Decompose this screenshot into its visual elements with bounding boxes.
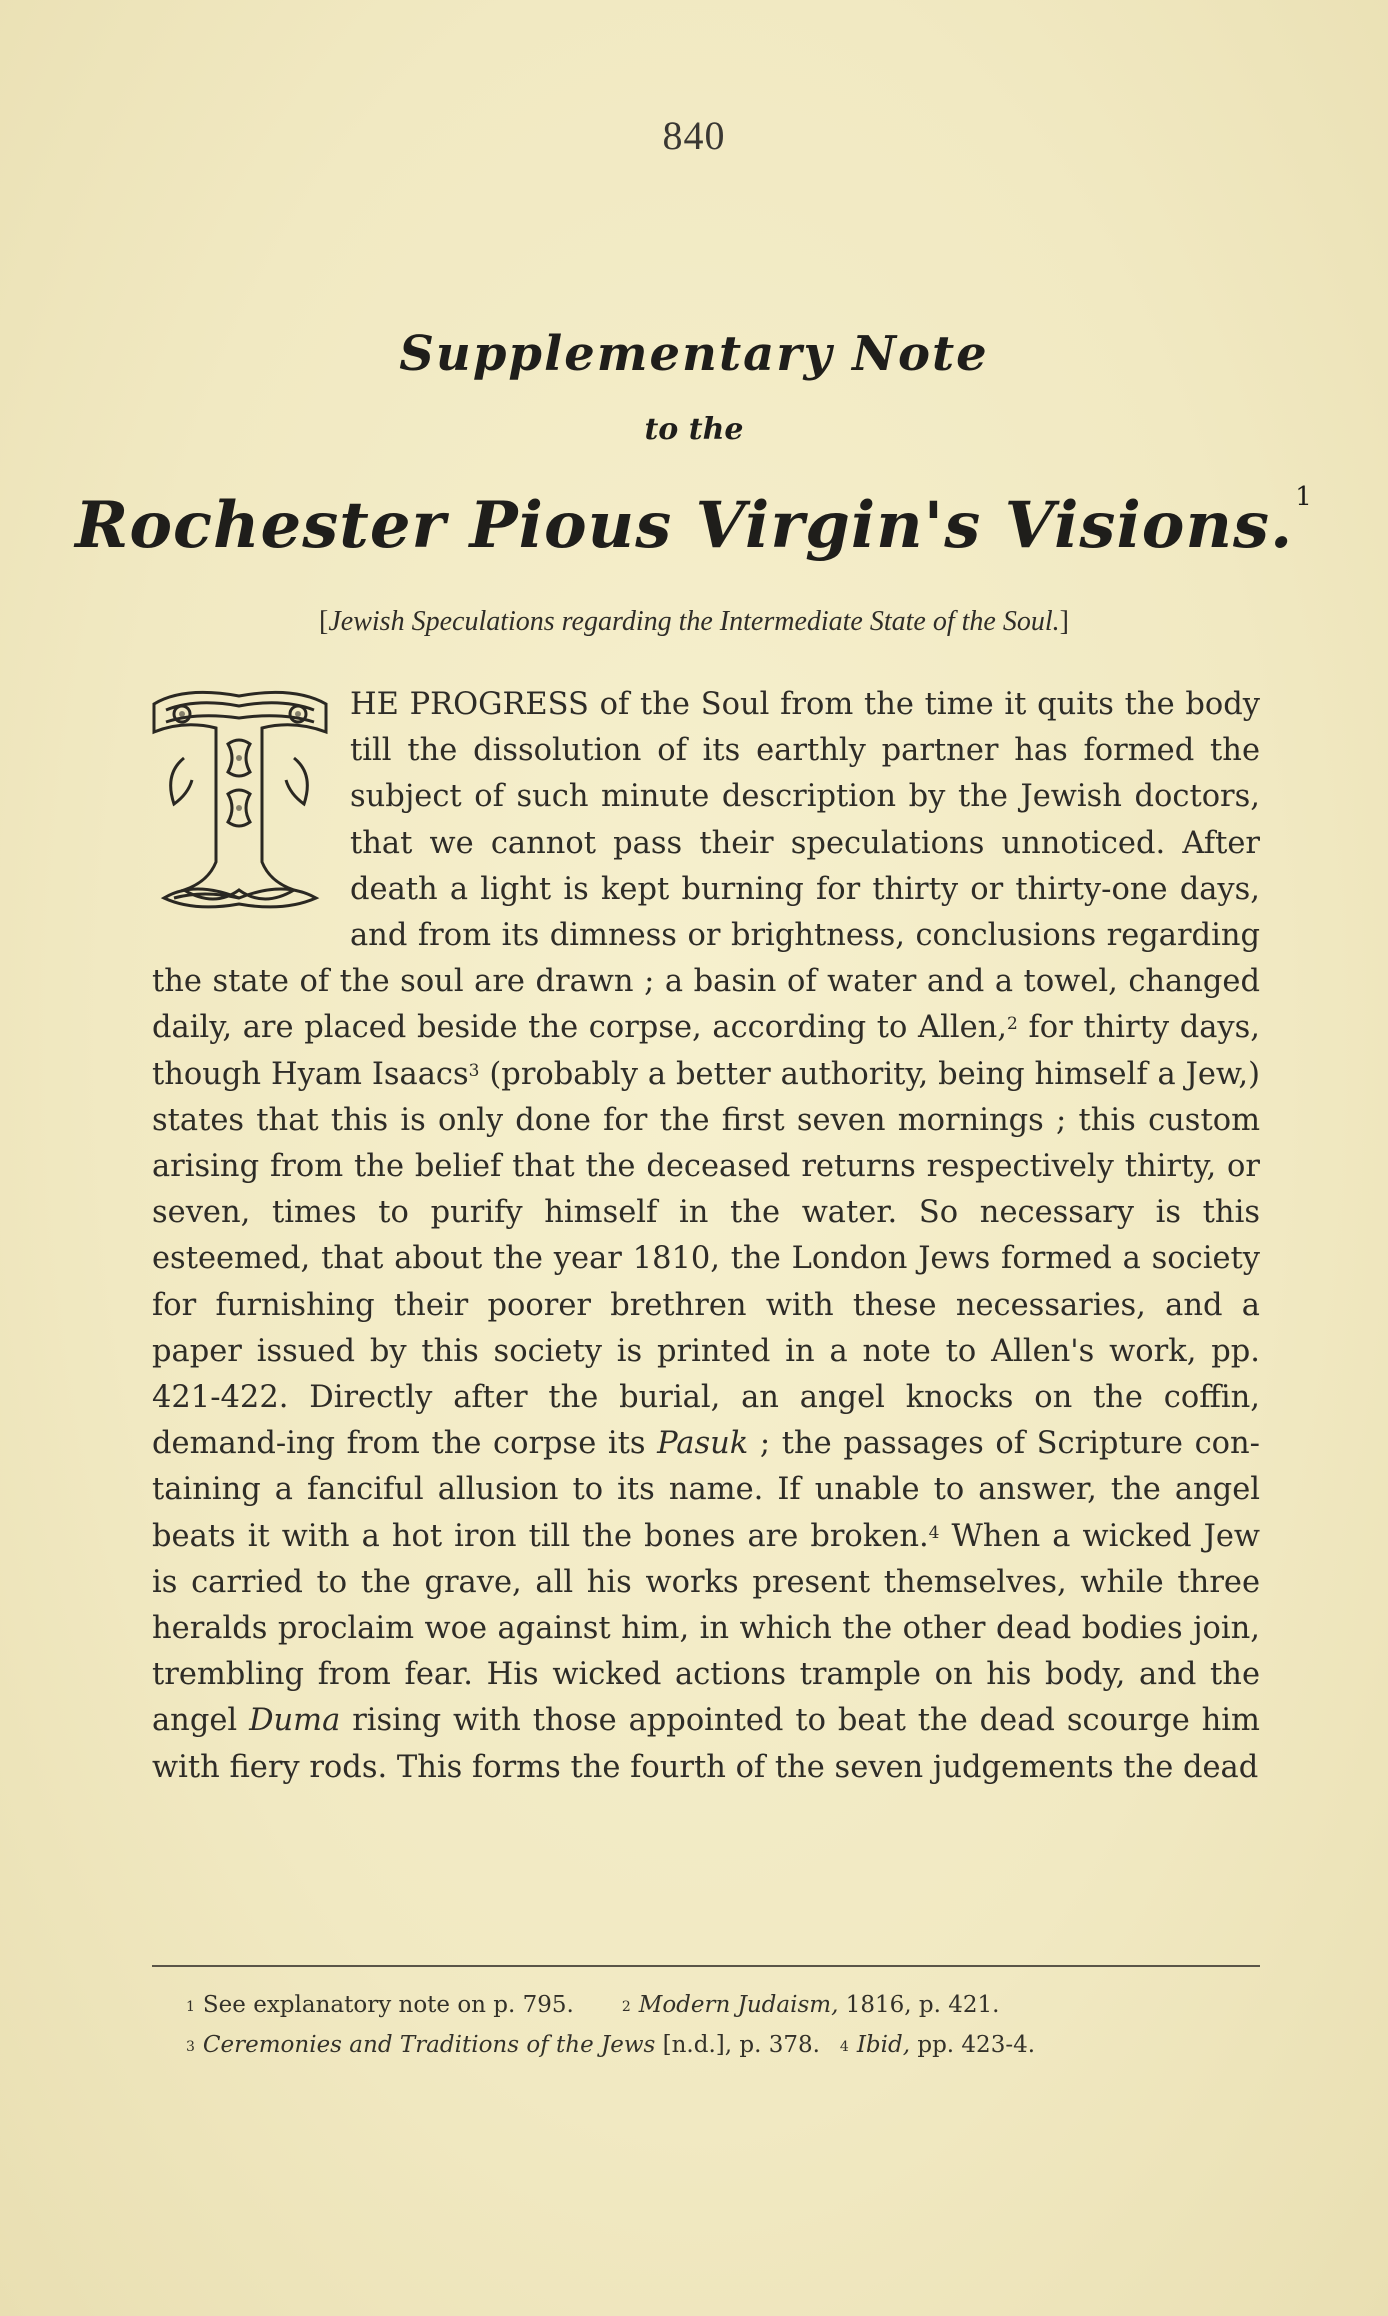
footnote-3 — [186, 2025, 820, 2065]
body-part-1: HE PROGRESS of the Soul from the time it quits the body till the dissolution of its earthly partner has formed the subject of such minute description by the Jewish doctors, that we cannot pass their speculations unnoticed. After death a light is kept burning for thirty or thirty-one days, and from its dimness or brightness, conclusions regarding the state of the soul are drawn ; a basin of water and a towel, changed daily, are placed beside the corpse, according to Allen, — [152, 687, 1260, 1046]
footnote-rule — [152, 1965, 1260, 1967]
body-text — [152, 682, 1260, 1791]
subtitle-close-bracket: ] — [1059, 606, 1069, 637]
dropcap-ornament — [144, 684, 334, 916]
footnote-4-title: Ibid, — [856, 2032, 911, 2058]
dropcap-letter-t-icon — [144, 684, 334, 916]
footnote-3-text: [n.d.], p. 378. — [655, 2032, 820, 2058]
footnote-1-text: See explanatory note on p. 795. — [202, 1992, 574, 2018]
subtitle — [0, 606, 1388, 638]
footnote-ref-2: 2 — [1006, 1014, 1018, 1035]
body-part-5: When a wicked Jew is carried to the grave, all his works present themselves, while three heralds proclaim woe against him, in which the other dead bodies join, trembling from fear. His wicked actions trample on his body, and the angel — [152, 1518, 1260, 1739]
footnote-1 — [186, 1985, 574, 2025]
page-number: 840 — [662, 113, 726, 158]
footnote-3-num: 3 — [186, 2039, 195, 2055]
footnote-4 — [840, 2025, 1035, 2065]
title-main-text: Rochester Pious Virgin's Visions. — [75, 488, 1294, 563]
footnote-row-2 — [186, 2025, 1266, 2065]
footnotes — [186, 1985, 1266, 2065]
term-duma: Duma — [249, 1703, 341, 1739]
footnote-2-num: 2 — [621, 1999, 631, 2015]
footnote-2-text: 1816, p. 421. — [838, 1992, 1000, 2018]
body-part-2: for thirty days, though Hyam Isaacs — [152, 1010, 1260, 1092]
subtitle-text: Jewish Speculations regarding the Intermediate State of the Soul. — [328, 606, 1060, 637]
footnote-ref-4: 4 — [928, 1522, 940, 1543]
title-supplementary-note: Supplementary Note — [399, 326, 989, 382]
subtitle-open-bracket: [ — [319, 606, 329, 637]
footnote-row-1 — [186, 1985, 1266, 2025]
title-footnote-ref: 1 — [1295, 482, 1313, 512]
body-part-6: rising with those appointed to beat the dead scourge him with fiery rods. This forms the fourth of the seven judgements the dead — [152, 1703, 1260, 1785]
body-part-3: (probably a better authority, being himself a Jew,) states that this is only done for the first seven mornings ; this custom arising from the belief that the deceased returns respectively thirty, or seven, times to purify himself in the water. So necessary is this esteemed, that about the year 1810, the London Jews formed a society for furnishing their poorer brethren with these necessaries, and a paper issued by this society is printed in a note to Allen's work, pp. 421-422. Directly after the burial, an angel knocks on the coffin, demand-ing from the corpse its — [152, 1056, 1260, 1462]
title-to-the: to the — [644, 412, 744, 447]
footnote-2 — [622, 1985, 1000, 2025]
title-main — [0, 482, 1388, 563]
footnote-3-title: Ceremonies and Traditions of the Jews — [202, 2032, 656, 2058]
footnote-4-num: 4 — [839, 2039, 849, 2055]
footnote-ref-3: 3 — [468, 1060, 480, 1081]
footnote-4-text: pp. 423-4. — [910, 2032, 1036, 2058]
footnote-1-num: 1 — [186, 1999, 195, 2015]
body-part-4: ; the passages of Scripture con-taining a fanciful allusion to its name. If unable to answer, the angel beats it with a hot iron till the bones are broken. — [152, 1426, 1260, 1554]
term-pasuk: Pasuk — [657, 1426, 749, 1462]
footnote-2-title: Modern Judaism, — [638, 1992, 839, 2018]
